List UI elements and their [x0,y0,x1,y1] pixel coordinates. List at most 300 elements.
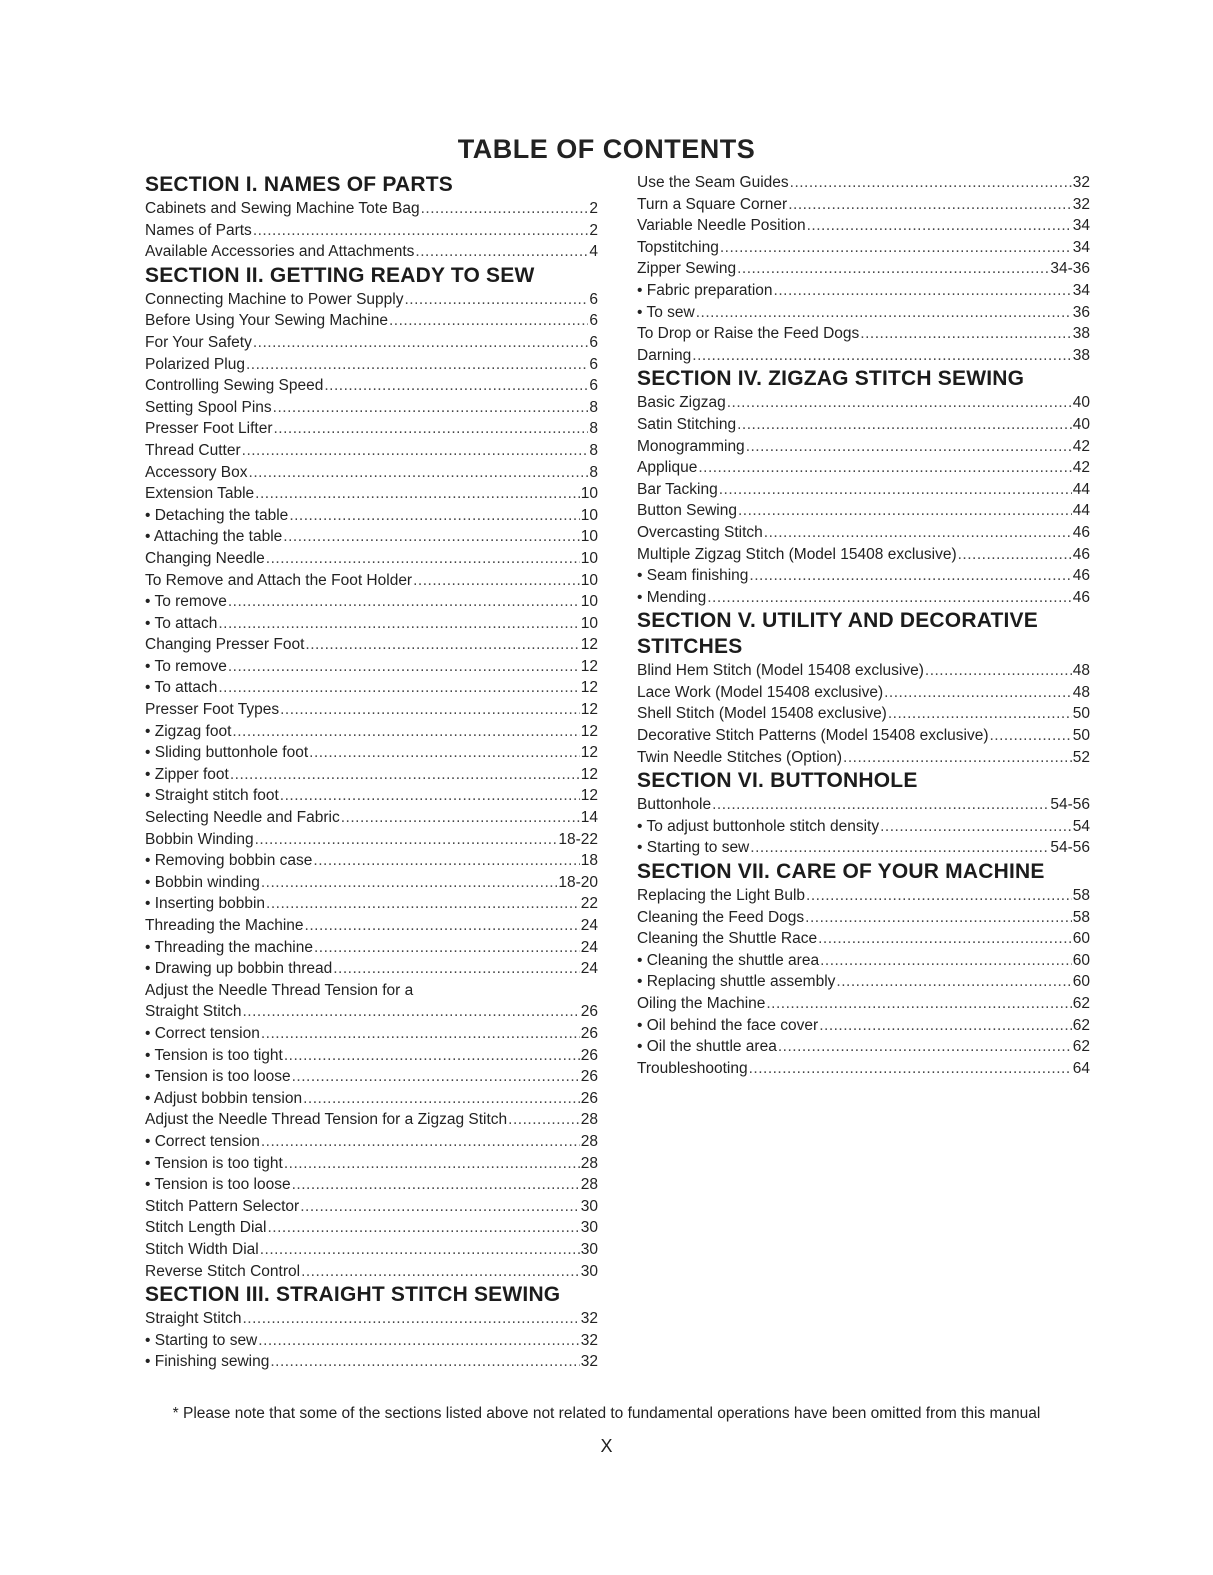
toc-entry-label: • Starting to sew [637,839,750,857]
toc-entry-page: 40 [1072,415,1090,433]
toc-entry-label: • Inserting bobbin [145,895,266,913]
toc-entry-label: For Your Safety [145,333,252,351]
toc-entry-label: Bar Tacking [637,480,718,498]
toc-entry-label: • Tension is too loose [145,1176,291,1194]
toc-entry-page: 62 [1072,1016,1090,1034]
toc-entry-label: • Correct tension [145,1024,260,1042]
dot-leader [738,500,1072,522]
toc-entry-page: 34-36 [1050,260,1090,278]
toc-entry-page: 30 [580,1197,598,1215]
toc-entry [145,462,598,484]
toc-entry-page: 14 [580,809,598,827]
dot-leader [836,971,1071,993]
dot-leader [301,1261,580,1283]
dot-leader [273,397,589,419]
toc-entry-label: Threading the Machine [145,917,304,934]
toc-entry [637,194,1090,216]
toc-entry-label: Changing Needle [145,549,265,567]
toc-entry-label: • Zipper foot [145,765,229,783]
toc-entry-label: Reverse Stitch Control [145,1262,301,1280]
toc-entry-label: Extension Table [145,485,255,503]
toc-entry-page: 4 [589,243,598,261]
dot-leader [258,1330,579,1352]
toc-entry-label: Cabinets and Sewing Machine Tote Bag [145,200,420,217]
toc-entry-label: Turn a Square Corner [637,195,788,213]
toc-right-column [637,172,1090,1079]
dot-leader [228,591,580,613]
toc-entry-label: Decorative Stitch Patterns (Model 15408 exclusive) [637,727,989,745]
toc-entry-label: To Drop or Raise the Feed Dogs [637,325,860,343]
toc-entry-page: 60 [1072,973,1090,991]
dot-leader [415,241,588,263]
toc-entry-page: 54-56 [1050,796,1090,814]
section-heading: SECTION V. UTILITY AND DECORATIVE [637,609,1038,633]
toc-entry-label: Presser Foot Lifter [145,420,273,438]
toc-entry-page: 44 [1072,480,1090,498]
toc-entry [145,1153,598,1175]
toc-entry-label: Overcasting Stitch [637,523,763,541]
dot-leader [766,993,1071,1015]
toc-entry-label: • Oil the shuttle area [637,1038,777,1056]
toc-entry-page: 22 [580,895,598,913]
toc-entry-page: 10 [580,549,598,567]
dot-leader [284,1045,580,1067]
dot-leader [958,544,1072,566]
toc-entry-label: Topstitching [637,238,719,256]
toc-entry [145,483,598,505]
dot-leader [884,682,1072,704]
dot-leader [300,1196,580,1218]
toc-entry-text [145,980,598,1002]
toc-entry-page: 2 [589,221,598,239]
dot-leader [305,634,579,656]
toc-entry [145,570,598,592]
dot-leader [774,280,1072,302]
toc-entry-page: 8 [589,398,598,416]
toc-entry-page: 10 [580,614,598,632]
toc-entry [637,258,1090,280]
toc-entry-page: 54 [1072,817,1090,835]
toc-entry [145,418,598,440]
toc-entry [145,310,598,332]
page-number: X [600,1436,613,1456]
toc-entry-label: • Zigzag foot [145,722,232,740]
toc-entry-label: Accessory Box [145,463,248,481]
toc-entry [637,725,1090,747]
toc-entry-page: 52 [1072,748,1090,766]
dot-leader [280,699,580,721]
section-heading: SECTION II. GETTING READY TO SEW [145,263,535,287]
toc-entry [637,522,1090,544]
dot-leader [255,483,580,505]
toc-entry-label: Connecting Machine to Power Supply [145,290,404,308]
toc-entry [637,302,1090,324]
toc-entry-label: Straight Stitch [145,1310,242,1328]
toc-entry-label: • Tension is too loose [145,1068,291,1086]
toc-entry-page: 48 [1072,683,1090,701]
toc-entry-page: 30 [580,1262,598,1280]
toc-entry [145,1045,598,1067]
dot-leader [404,289,588,311]
toc-entry-label: • Straight stitch foot [145,787,279,805]
dot-leader [228,656,580,678]
toc-entry-label: Applique [637,459,698,477]
toc-entry-label: • Attaching the table [145,528,283,546]
toc-entry [145,1088,598,1110]
toc-entry-page: 6 [589,312,598,330]
toc-entry-page: 8 [589,441,598,459]
toc-entry-label: Available Accessories and Attachments [145,243,415,261]
toc-entry-label: • Tension is too tight [145,1046,283,1064]
toc-entry-page: 28 [580,1132,598,1150]
toc-entry-label: • Seam finishing [637,567,749,585]
dot-leader [508,1109,580,1131]
page-title: TABLE OF CONTENTS [457,134,756,164]
dot-leader [324,375,588,397]
dot-leader [261,1131,580,1153]
dot-leader [266,548,580,570]
toc-entry [637,565,1090,587]
toc-entry [145,289,598,311]
toc-entry [637,587,1090,609]
toc-entry-label: Satin Stitching [637,415,737,433]
dot-leader [737,414,1072,436]
toc-entry-page: 46 [1072,567,1090,585]
footnote: * Please note that some of the sections listed above not related to fundamental operations have been omitted from this manual [172,1405,1041,1422]
toc-entry [637,907,1090,929]
toc-entry [145,937,598,959]
dot-leader [778,1036,1072,1058]
toc-entry-page: 26 [580,1046,598,1064]
toc-entry-page: 12 [580,701,598,719]
toc-entry [637,215,1090,237]
toc-entry [145,1261,598,1283]
toc-entry-page: 8 [589,420,598,438]
dot-leader [925,660,1072,682]
dot-leader [266,893,580,915]
toc-entry-page: 6 [589,355,598,373]
toc-entry-page: 58 [1072,887,1090,905]
toc-entry-page: 46 [1072,523,1090,541]
toc-entry-label: • Bobbin winding [145,873,260,891]
toc-entry-page: 32 [580,1331,598,1349]
dot-leader [712,794,1049,816]
toc-entry-page: 54-56 [1050,839,1090,857]
dot-leader [230,764,580,786]
toc-entry-page: 50 [1072,705,1090,723]
dot-leader [303,1088,580,1110]
toc-entry [145,220,598,242]
toc-entry-label: Stitch Length Dial [145,1219,267,1237]
dot-leader [880,816,1072,838]
dot-leader [305,915,580,937]
toc-entry-page: 28 [580,1154,598,1172]
toc-entry [145,764,598,786]
toc-entry [145,1351,598,1373]
toc-entry-label: Basic Zigzag [637,394,726,412]
toc-entry-label: Twin Needle Stitches (Option) [637,748,843,766]
toc-entry [145,893,598,915]
toc-entry [145,742,598,764]
toc-entry-page: 12 [580,657,598,675]
toc-entry-label: • To remove [145,657,227,675]
dot-leader [283,526,579,548]
dot-leader [819,1015,1072,1037]
toc-entry-page: 64 [1072,1059,1090,1077]
toc-entry [145,1066,598,1088]
toc-entry-page: 32 [1072,195,1090,213]
toc-entry [637,392,1090,414]
toc-entry-label: Stitch Pattern Selector [145,1197,300,1215]
toc-entry-page: 12 [580,722,598,740]
toc-entry-page: 38 [1072,346,1090,364]
toc-entry-label: • Oil behind the face cover [637,1016,819,1034]
dot-leader [764,522,1072,544]
toc-entry-page: 6 [589,377,598,395]
dot-leader [707,587,1072,609]
toc-entry [145,677,598,699]
toc-entry [145,397,598,419]
dot-leader [309,742,580,764]
toc-entry-page: 8 [589,463,598,481]
dot-leader [806,885,1072,907]
dot-leader [421,198,589,220]
dot-leader [292,1174,580,1196]
toc-entry-page: 42 [1072,437,1090,455]
dot-leader [696,302,1072,324]
toc-entry [637,1058,1090,1080]
toc-entry-label: Adjust the Needle Thread Tension for a Zigzag Stitch [145,1111,508,1129]
toc-entry-label: Shell Stitch (Model 15408 exclusive) [637,705,887,723]
toc-entry-label: Cleaning the Feed Dogs [637,908,805,926]
toc-entry-label: • Fabric preparation [637,281,773,299]
toc-entry [637,323,1090,345]
dot-leader [389,310,588,332]
toc-entry-page: 30 [580,1219,598,1237]
toc-entry-label: • Adjust bobbin tension [145,1089,303,1107]
toc-entry [637,703,1090,725]
dot-leader [805,907,1072,929]
toc-entry-page: 18-22 [558,830,598,848]
dot-leader [692,345,1071,367]
dot-leader [270,1351,579,1373]
toc-entry-label: Use the Seam Guides [637,174,789,191]
toc-entry-page: 58 [1072,908,1090,926]
toc-entry [145,505,598,527]
toc-entry-page: 28 [580,1176,598,1194]
dot-leader [737,258,1049,280]
dot-leader [289,505,579,527]
dot-leader [790,172,1072,194]
toc-entry-label: Bobbin Winding [145,830,254,848]
toc-entry-label: Replacing the Light Bulb [637,887,806,905]
toc-entry-page: 30 [580,1240,598,1258]
dot-leader [788,194,1072,216]
toc-entry-page: 12 [580,636,598,654]
toc-entry-page: 12 [580,679,598,697]
toc-entry [145,1330,598,1352]
toc-entry [145,1023,598,1045]
toc-entry-label: Polarized Plug [145,355,245,373]
dot-leader [314,937,580,959]
toc-entry [145,829,598,851]
section-heading: SECTION VII. CARE OF YOUR MACHINE [637,860,1045,884]
toc-entry-label: Setting Spool Pins [145,398,272,416]
toc-entry [637,172,1090,194]
toc-entry [145,1001,598,1023]
section-heading: SECTION I. NAMES OF PARTS [145,173,453,196]
toc-entry-page: 10 [580,528,598,546]
toc-entry-page: 26 [580,1003,598,1021]
dot-leader [268,1217,580,1239]
toc-entry [637,345,1090,367]
dot-leader [313,850,579,872]
toc-entry-label: • Correct tension [145,1132,260,1150]
section-heading: SECTION VI. BUTTONHOLE [637,769,918,793]
toc-entry [145,1217,598,1239]
dot-leader [243,1001,580,1023]
toc-entry-label: • To sew [637,303,695,321]
toc-entry [637,993,1090,1015]
toc-left-column [145,172,598,1373]
toc-entry [637,660,1090,682]
toc-entry [145,354,598,376]
dot-leader [242,440,589,462]
toc-entry [145,591,598,613]
toc-entry-page: 26 [580,1068,598,1086]
toc-entry-page: 34 [1072,238,1090,256]
toc-entry-label: Cleaning the Shuttle Race [637,930,818,948]
toc-entry [637,479,1090,501]
dot-leader [255,829,558,851]
toc-entry-page: 26 [580,1024,598,1042]
toc-entry-page: 18 [580,852,598,870]
dot-leader [807,215,1072,237]
toc-entry-label: • To attach [145,614,218,632]
toc-entry [637,280,1090,302]
toc-entry [637,816,1090,838]
toc-entry-page: 60 [1072,930,1090,948]
toc-entry-label: • Mending [637,588,707,606]
toc-entry-label: Straight Stitch [145,1003,242,1021]
toc-entry-page: 6 [589,290,598,308]
dot-leader [280,785,580,807]
toc-entry [637,682,1090,704]
toc-entry [637,928,1090,950]
toc-entry-label: Adjust the Needle Thread Tension for a [145,981,414,999]
toc-entry [145,1109,598,1131]
toc-entry [637,950,1090,972]
toc-entry [145,1174,598,1196]
toc-entry [637,457,1090,479]
toc-entry [145,548,598,570]
toc-entry-page: 44 [1072,502,1090,520]
toc-entry [145,1196,598,1218]
dot-leader [232,721,579,743]
toc-entry-label: Changing Presser Foot [145,636,305,654]
toc-entry-page: 40 [1072,394,1090,412]
dot-leader [218,613,579,635]
toc-entry-page: 24 [580,938,598,956]
toc-entry-label: Presser Foot Types [145,701,280,719]
toc-entry [145,526,598,548]
dot-leader [243,1308,580,1330]
section-heading: STITCHES [637,635,743,659]
toc-entry-label: • Cleaning the shuttle area [637,951,820,969]
toc-entry [637,837,1090,859]
toc-entry-label: • Starting to sew [145,1331,258,1349]
toc-entry [145,332,598,354]
dot-leader [292,1066,580,1088]
dot-leader [818,928,1072,950]
toc-entry-label: Button Sewing [637,502,737,520]
toc-entry [145,872,598,894]
dot-leader [888,703,1072,725]
toc-entry [637,747,1090,769]
dot-leader [260,1239,580,1261]
toc-entry-label: • Finishing sewing [145,1353,270,1371]
toc-entry-page: 34 [1072,217,1090,235]
dot-leader [253,220,589,242]
dot-leader [274,418,589,440]
toc-entry [637,414,1090,436]
toc-entry-label: • Sliding buttonhole foot [145,744,309,762]
toc-entry-page: 26 [580,1089,598,1107]
dot-leader [413,570,580,592]
dot-leader [860,323,1071,345]
toc-entry-page: 10 [580,571,598,589]
toc-entry-page: 10 [580,506,598,524]
toc-entry-label: Lace Work (Model 15408 exclusive) [637,683,884,701]
toc-entry-label: Monogramming [637,437,745,455]
toc-entry [145,198,598,220]
toc-entry [145,1131,598,1153]
toc-entry [637,544,1090,566]
dot-leader [820,950,1072,972]
toc-entry [145,241,598,263]
toc-entry [145,440,598,462]
toc-entry-label: Darning [637,346,692,364]
dot-leader [261,1023,580,1045]
section-heading: SECTION IV. ZIGZAG STITCH SEWING [637,367,1025,391]
toc-entry [145,699,598,721]
dot-leader [341,807,580,829]
toc-entry-page: 46 [1072,545,1090,563]
toc-entry [145,656,598,678]
dot-leader [249,462,589,484]
toc-entry-page: 24 [580,917,598,934]
toc-entry-label: • Replacing shuttle assembly [637,973,836,991]
toc-entry [637,237,1090,259]
toc-entry [145,915,598,937]
toc-entry-label: Before Using Your Sewing Machine [145,312,388,330]
toc-entry-page: 48 [1072,662,1090,680]
dot-leader [719,479,1072,501]
toc-entry-label: • Detaching the table [145,506,289,524]
toc-entry-label: Controlling Sewing Speed [145,377,324,395]
toc-entry-label: • Tension is too tight [145,1154,283,1172]
toc-entry-page: 32 [580,1310,598,1328]
toc-entry-page: 62 [1072,995,1090,1012]
dot-leader [333,958,580,980]
dot-leader [727,392,1072,414]
toc-entry [637,436,1090,458]
toc-entry-page: 10 [580,485,598,503]
section-heading: SECTION III. STRAIGHT STITCH SEWING [145,1283,561,1307]
toc-entry-page: 24 [580,960,598,978]
toc-entry-label: Variable Needle Position [637,217,806,235]
toc-entry-page: 60 [1072,951,1090,969]
